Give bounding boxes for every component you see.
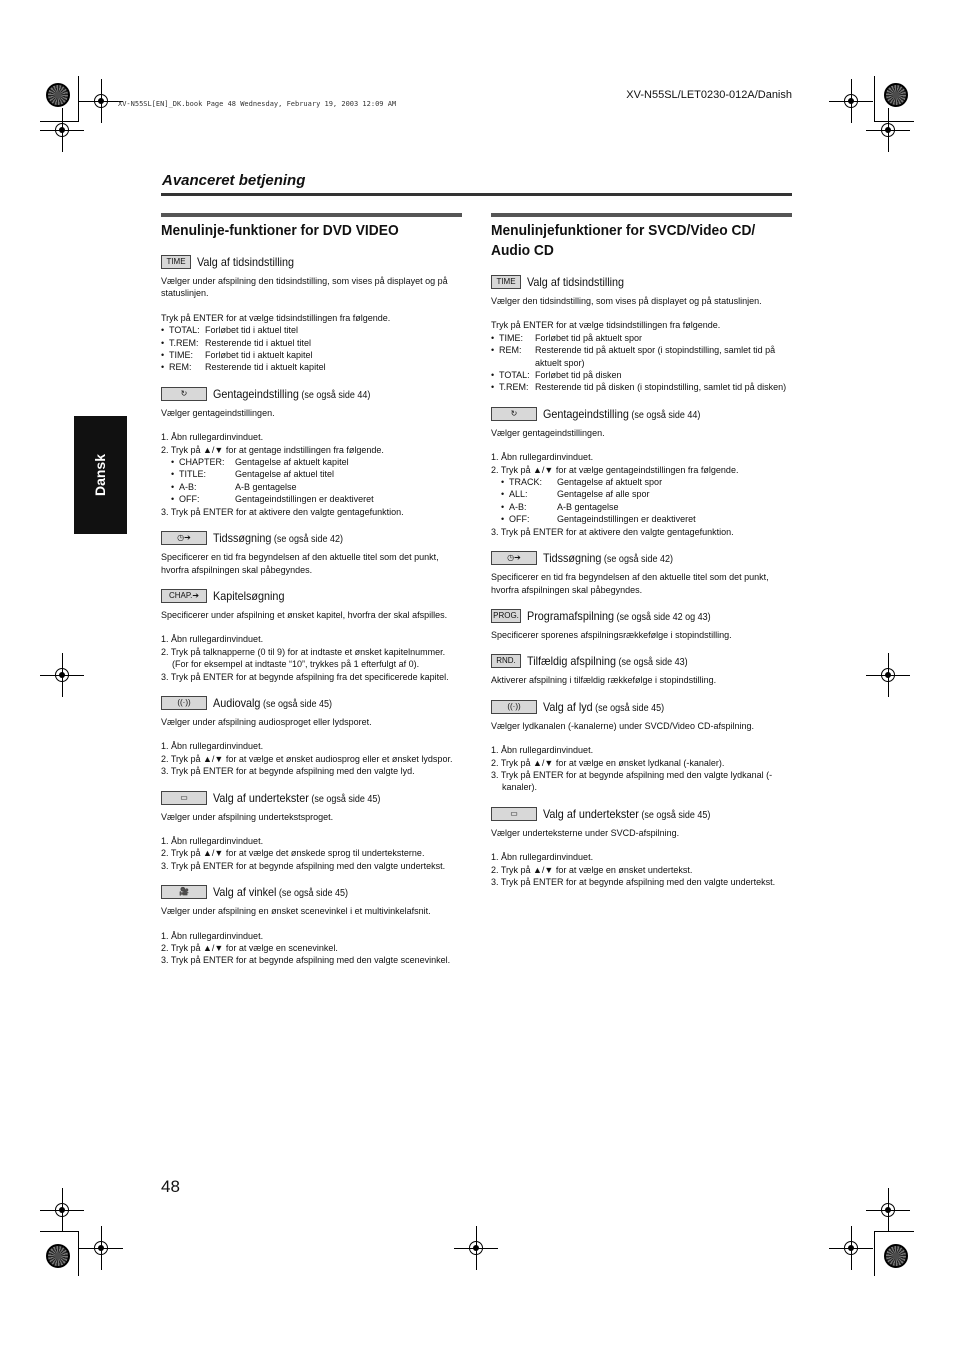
function-title-text: Valg af lyd [543, 699, 593, 714]
bullet: • [171, 494, 175, 505]
function-title-text: Tidssøgning [213, 531, 272, 546]
page-reference: (se også side 45) [308, 793, 381, 805]
option-value: Gentagelse af aktuel titel [235, 469, 335, 480]
spacer [161, 419, 462, 431]
step-item: 1. Åbn rullegardinvinduet. [161, 835, 264, 846]
option-item [161, 324, 462, 336]
page-reference: (se også side 45) [260, 698, 332, 710]
function-title-text: Valg af undertekster [213, 790, 309, 805]
repeat-icon: ↻ [161, 387, 207, 401]
option-key: TIME: [499, 332, 523, 343]
function-section [161, 791, 462, 873]
function-title [213, 531, 343, 545]
spacer [161, 918, 462, 930]
option-item [491, 513, 792, 525]
description: Aktiverer afspilning i tilfældig rækkefølge i stopindstilling. [491, 675, 717, 686]
spacer [161, 823, 462, 835]
random-icon: RND. [491, 654, 521, 668]
function-title [197, 255, 294, 269]
audio-icon: ((·)) [491, 700, 537, 714]
option-item [491, 332, 792, 344]
option-key: T.REM: [169, 337, 199, 348]
crop-line [40, 121, 79, 122]
side-tab-label: Dansk [92, 453, 108, 497]
bullet: • [491, 345, 495, 356]
function-heading [491, 609, 792, 623]
function-heading [491, 700, 792, 714]
function-title-text: Programafspilning [527, 608, 615, 623]
chapter-title: Avanceret betjening [162, 172, 306, 189]
option-key: TOTAL: [499, 370, 530, 381]
option-key: TRACK: [509, 477, 543, 488]
function-section [161, 589, 462, 683]
description: Tryk på ENTER for at vælge tidsindstillingen fra følgende. [161, 312, 391, 323]
step-item: 3. Tryk på ENTER for at aktivere den valgte gentagefunktion. [161, 506, 404, 517]
language-side-tab [74, 416, 127, 534]
option-value: Forløbet tid på aktuelt spor [535, 332, 643, 343]
function-title-text: Kapitelsøgning [213, 588, 285, 603]
option-value: Forløbet tid på disken [535, 370, 622, 381]
option-key: TOTAL: [169, 325, 200, 336]
spacer [491, 839, 792, 851]
page-reference: (se også side 45) [592, 702, 665, 714]
page-reference: (se også side 44) [628, 409, 701, 421]
option-item [161, 349, 462, 361]
subtitle-icon: ▭ [491, 807, 537, 821]
section-title: Menulinjefunktioner for SVCD/Video CD/ Audio CD [491, 222, 756, 259]
function-heading [161, 531, 462, 545]
function-section [491, 807, 792, 889]
bullet: • [161, 337, 165, 348]
steps-list [491, 526, 792, 538]
function-section [491, 275, 792, 394]
function-section [491, 609, 792, 641]
option-key: REM: [499, 345, 522, 356]
function-section [161, 885, 462, 967]
steps-list [161, 930, 462, 967]
options-list [491, 476, 792, 526]
function-heading [161, 589, 462, 603]
step-item: 3. Tryk på ENTER for at begynde afspilning med den valgte scenevinkel. [161, 955, 451, 966]
options-list [161, 324, 462, 374]
function-section [491, 654, 792, 686]
left-column [161, 213, 462, 980]
option-value: Resterende tid i aktuel titel [205, 337, 312, 348]
bullet: • [171, 457, 175, 468]
option-item [161, 468, 462, 480]
function-title-text: Valg af undertekster [543, 806, 639, 821]
function-heading [161, 255, 462, 269]
function-title [527, 275, 624, 289]
time-search-icon: ◷➔ [161, 531, 207, 545]
bullet: • [491, 382, 495, 393]
step-item: 1. Åbn rullegardinvinduet. [491, 745, 594, 756]
function-section [491, 407, 792, 538]
option-value: Forløbet tid i aktuel titel [205, 325, 299, 336]
steps-list [491, 744, 792, 794]
option-key: OFF: [509, 514, 530, 525]
step-item: 2. Tryk på talknapperne (0 til 9) for at indtaste et ønsket kapitelnummer. (For for eksempel at indtaste “10”, trykkes på 1 efterfulgt af 0). [161, 646, 446, 670]
function-title-text: Valg af tidsindstilling [197, 255, 295, 269]
function-section [161, 696, 462, 778]
option-value: Resterende tid på disken (i stopindstilling, samlet tid på disken) [535, 382, 787, 393]
description: Specificerer sporenes afspilningsrækkefølge i stopindstilling. [491, 629, 732, 640]
description: Vælger under afspilning en ønsket scenevinkel i et multivinkelafsnit. [161, 906, 431, 917]
function-heading [161, 387, 462, 401]
right-sections [491, 275, 792, 888]
time-icon: TIME [161, 255, 191, 269]
step-item: 1. Åbn rullegardinvinduet. [491, 452, 594, 463]
function-title-text: Valg af tidsindstilling [527, 275, 625, 289]
function-title-text: Tilfældig afspilning [527, 654, 617, 669]
function-title [213, 696, 332, 710]
option-key: TITLE: [179, 469, 207, 480]
steps-list [491, 451, 792, 476]
step-item: 3. Tryk på ENTER for at begynde afspilning fra det specificerede kapitel. [161, 671, 449, 682]
option-key: T.REM: [499, 382, 529, 393]
option-value: A-B gentagelse [235, 481, 297, 492]
option-item [161, 456, 462, 468]
page-reference: (se også side 42) [601, 554, 673, 566]
function-title [543, 700, 664, 714]
function-section [491, 551, 792, 596]
repeat-icon: ↻ [491, 407, 537, 421]
step-item: 1. Åbn rullegardinvinduet. [161, 930, 264, 941]
section-rule [161, 213, 462, 217]
function-heading [161, 791, 462, 805]
program-icon: PROG. [491, 609, 521, 623]
chapter-search-icon: CHAP.➔ [161, 589, 207, 603]
bullet: • [171, 469, 175, 480]
steps-list [491, 851, 792, 888]
step-item: 1. Åbn rullegardinvinduet. [161, 741, 264, 752]
option-item [161, 361, 462, 373]
step-item: 2. Tryk på ▲/▼ for at vælge det ønskede sprog til underteksterne. [161, 848, 425, 859]
page-reference: (se også side 43) [616, 657, 688, 669]
option-value: Resterende tid på aktuelt spor (i stopindstilling, samlet tid på aktuelt spor) [535, 345, 776, 368]
spacer [161, 728, 462, 740]
crop-line [874, 1231, 875, 1276]
step-item: 3. Tryk på ENTER for at begynde afspilning med den valgte undertekst. [491, 876, 776, 887]
subtitle-icon: ▭ [161, 791, 207, 805]
step-item: 1. Åbn rullegardinvinduet. [161, 432, 264, 443]
step-item: 2. Tryk på ▲/▼ for at vælge et ønsket audiosprog eller et ønsket lydspor. [161, 753, 453, 764]
step-item: 3. Tryk på ENTER for at aktivere den valgte gentagefunktion. [491, 526, 734, 537]
spacer [491, 732, 792, 744]
steps-list [161, 835, 462, 872]
description: Specificerer en tid fra begyndelsen af den aktuelle titel som det punkt, hvorfra afspilningen skal påbegyndes. [161, 552, 439, 575]
spacer [491, 439, 792, 451]
step-item: 1. Åbn rullegardinvinduet. [161, 634, 264, 645]
description: Vælger gentageindstillingen. [161, 407, 275, 418]
registration-disc-icon [884, 83, 908, 107]
option-key: A-B: [179, 481, 197, 492]
function-heading [491, 807, 792, 821]
crop-line [874, 1231, 914, 1232]
bullet: • [161, 350, 165, 361]
description: Specificerer under afspilning et ønsket kapitel, hvorfra der skal afspilles. [161, 609, 448, 620]
function-section [161, 255, 462, 374]
option-item [161, 481, 462, 493]
bullet: • [161, 362, 165, 373]
bullet: • [491, 370, 495, 381]
page-reference: (se også side 44) [298, 389, 371, 401]
time-icon: TIME [491, 275, 521, 289]
step-item: 2. Tryk på ▲/▼ for at vælge en ønsket lydkanal (-kanaler). [491, 757, 725, 768]
description: Vælger under afspilning den tidsindstilling, som vises på displayet og på statuslinjen. [161, 276, 448, 299]
option-item [491, 381, 792, 393]
bullet: • [501, 477, 505, 488]
function-title-text: Valg af vinkel [213, 885, 277, 900]
right-column [491, 213, 792, 901]
function-heading [161, 885, 462, 899]
function-title [213, 791, 380, 805]
option-item [491, 501, 792, 513]
option-value: Gentageindstillingen er deaktiveret [235, 494, 374, 505]
option-item [161, 493, 462, 505]
function-title-text: Gentageindstilling [213, 386, 299, 401]
function-heading [491, 654, 792, 668]
option-value: Resterende tid i aktuelt kapitel [205, 362, 326, 373]
description: Specificerer en tid fra begyndelsen af den aktuelle titel som det punkt, hvorfra afspilningen skal påbegyndes. [491, 572, 769, 595]
steps-list [161, 633, 462, 683]
chapter-rule [161, 193, 792, 196]
registration-disc-icon [46, 1244, 70, 1268]
step-item: 2. Tryk på ▲/▼ for at vælge en ønsket undertekst. [491, 864, 693, 875]
steps-list [161, 506, 462, 518]
options-list [161, 456, 462, 506]
function-heading [491, 407, 792, 421]
function-title [527, 654, 688, 668]
bullet: • [501, 501, 505, 512]
function-title-text: Audiovalg [213, 695, 261, 710]
step-item: 3. Tryk på ENTER for at begynde afspilning med den valgte undertekst. [161, 860, 446, 871]
angle-icon: 🎥 [161, 885, 207, 899]
option-value: Gentagelse af alle spor [557, 489, 650, 500]
function-title [213, 387, 370, 401]
page-reference: (se også side 45) [638, 809, 711, 821]
function-title [543, 551, 673, 565]
section-rule [491, 213, 792, 217]
function-heading [491, 275, 792, 289]
option-value: Gentagelse af aktuelt kapitel [235, 457, 349, 468]
option-key: ALL: [509, 489, 528, 500]
function-heading [491, 551, 792, 565]
function-title [213, 885, 348, 899]
function-section [491, 700, 792, 794]
description: Vælger under afspilning undertekstsproget. [161, 811, 334, 822]
crop-line [874, 121, 914, 122]
page-reference: (se også side 45) [276, 888, 348, 900]
crop-line [78, 1231, 79, 1276]
page-number: 48 [161, 1177, 180, 1196]
function-title [543, 407, 700, 421]
option-key: REM: [169, 362, 192, 373]
option-value: Gentageindstillingen er deaktiveret [557, 514, 696, 525]
option-item [491, 369, 792, 381]
left-sections [161, 255, 462, 967]
bullet: • [171, 481, 175, 492]
option-item [491, 488, 792, 500]
bullet: • [161, 325, 165, 336]
option-item [491, 344, 792, 369]
description: Vælger gentageindstillingen. [491, 427, 605, 438]
function-heading [161, 696, 462, 710]
section-title: Menulinje-funktioner for DVD VIDEO [161, 222, 399, 239]
function-title-text: Gentageindstilling [543, 406, 629, 421]
step-item: 2. Tryk på ▲/▼ for at vælge gentageindstillingen fra følgende. [491, 464, 739, 475]
model-number: XV-N55SL/LET0230-012A/Danish [626, 89, 792, 101]
registration-disc-icon [884, 1244, 908, 1268]
bullet: • [501, 489, 505, 500]
function-title [213, 589, 284, 603]
registration-disc-icon [46, 83, 70, 107]
crop-line [874, 76, 875, 121]
book-file-info: XV-N55SL[EN]_DK.book Page 48 Wednesday, February 19, 2003 12:09 AM [118, 100, 397, 108]
description: Vælger den tidsindstilling, som vises på displayet og på statuslinjen. [491, 296, 762, 306]
steps-list [161, 740, 462, 777]
steps-list [161, 431, 462, 456]
option-value: Gentagelse af aktuelt spor [557, 477, 663, 488]
time-search-icon: ◷➔ [491, 551, 537, 565]
option-item [491, 476, 792, 488]
description: Vælger lydkanalen (-kanalerne) under SVCD/Video CD-afspilning. [491, 720, 754, 731]
spacer [491, 307, 792, 319]
option-key: A-B: [509, 501, 527, 512]
description: Vælger under afspilning audiosproget eller lydsporet. [161, 716, 372, 727]
step-item: 2. Tryk på ▲/▼ for at vælge en scenevinkel. [161, 943, 338, 953]
function-section [161, 531, 462, 576]
step-item: 2. Tryk på ▲/▼ for at gentage indstillingen fra følgende. [161, 444, 384, 455]
description: Tryk på ENTER for at vælge tidsindstillingen fra følgende. [491, 320, 721, 331]
page-reference: (se også side 42) [271, 534, 343, 546]
option-item [161, 337, 462, 349]
option-key: TIME: [169, 350, 193, 361]
crop-line [78, 76, 79, 121]
function-section [161, 387, 462, 518]
option-value: Forløbet tid i aktuelt kapitel [205, 350, 313, 361]
bullet: • [491, 332, 495, 343]
function-title [543, 807, 710, 821]
bullet: • [501, 514, 505, 525]
page-reference: (se også side 42 og 43) [614, 611, 711, 623]
function-title-text: Tidssøgning [543, 551, 602, 566]
audio-icon: ((·)) [161, 696, 207, 710]
option-key: OFF: [179, 494, 200, 505]
spacer [161, 621, 462, 633]
option-key: CHAPTER: [179, 457, 225, 468]
step-item: 3. Tryk på ENTER for at begynde afspilning med den valgte lydkanal (-kanaler). [491, 769, 773, 793]
step-item: 1. Åbn rullegardinvinduet. [491, 852, 594, 863]
description: Vælger underteksterne under SVCD-afspilning. [491, 827, 680, 838]
options-list [491, 332, 792, 394]
option-value: A-B gentagelse [557, 501, 619, 512]
function-title [527, 609, 711, 623]
step-item: 3. Tryk på ENTER for at begynde afspilning med den valgte lyd. [161, 766, 415, 777]
crop-line [40, 1231, 79, 1232]
spacer [161, 300, 462, 312]
